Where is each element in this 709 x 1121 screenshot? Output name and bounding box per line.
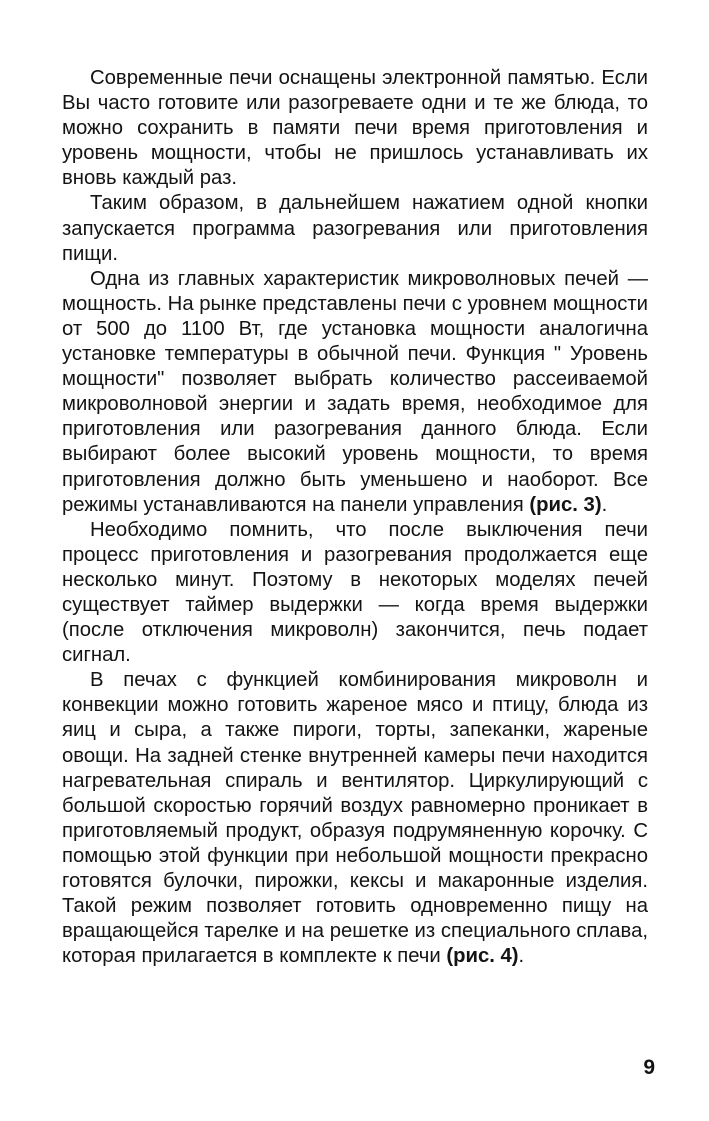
paragraph-power [62,267,648,518]
body-text [62,66,648,969]
figure-reference-3: (рис. 3) [529,493,602,516]
paragraph-text: Необходимо помнить, что после выключения печи процесс приготовления и разогревания продолжается еще несколько минут. Поэтому в некоторых моделях печей существует таймер выдержки — когда время выдержки (после отключения микроволн) закончится, печь подает сигнал. [62,518,648,667]
paragraph-convection [62,668,648,969]
paragraph-memory [62,66,648,191]
paragraph-timer [62,518,648,669]
paragraph-text: Одна из главных характеристик микроволновых печей — мощность. На рынке представлены печи с уровнем мощности от 500 до 1100 Вт, где установка мощности аналогична установке температуры в обычной печи. Функция " Уровень мощности" позволяет выбрать количество рассеиваемой микроволновой энергии и задать время, необходимое для приготовления или разогревания данного блюда. Если выбирают более высокий уровень мощности, то время приготовления должно быть уменьшено и наоборот. Все режимы устанавливаются на панели управления [62,267,648,516]
paragraph-text: Современные печи оснащены электронной памятью. Если Вы часто готовите или разогреваете одни и те же блюда, то можно сохранить в памяти печи время приготовления и уровень мощности, чтобы не пришлось устанавливать их вновь каждый раз. [62,67,648,190]
paragraph-tail: . [601,493,608,516]
figure-reference-4: (рис. 4) [446,945,519,968]
paragraph-tail: . [518,945,525,968]
page-number: 9 [643,1056,655,1079]
paragraph-text: В печах с функцией комбинирования микроволн и конвекции можно готовить жареное мясо и птицу, блюда из яиц и сыра, а также пироги, торты, запеканки, жареные овощи. На задней стенке внутренней камеры печи находится нагревательная спираль и вентилятор. Циркулирующий с большой скоростью горячий воздух равномерно проникает в приготовляемый продукт, образуя подрумяненную корочку. С помощью этой функции при небольшой мощности прекрасно готовятся булочки, пирожки, кексы и макаронные изделия. Такой режим позволяет готовить одновременно пищу на вращающейся тарелке и на решетке из специального сплава, которая прилагается в комплекте к печи [62,669,648,968]
paragraph-one-button [62,191,648,266]
paragraph-text: Таким образом, в дальнейшем нажатием одной кнопки запускается программа разогревания или приготовления пищи. [62,192,648,265]
